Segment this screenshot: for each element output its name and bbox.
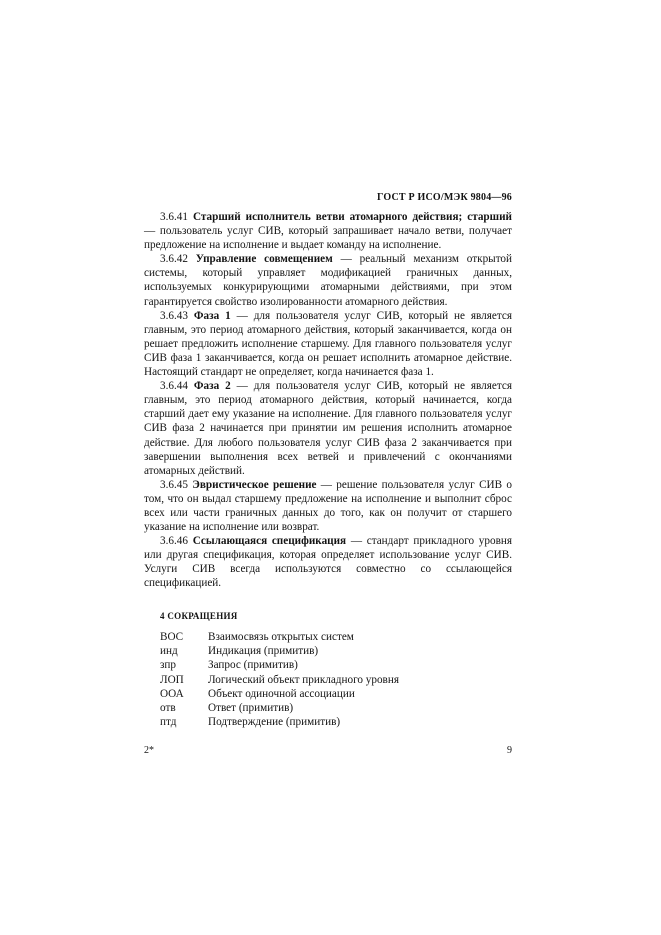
definition-text: — для пользователя услуг СИВ, который не является главным, это период атомарного действия, который заканчивается, когда он решает предложить исполнение старшему. Для главного пользователя услуг СИВ фаза 1 заканчивается, когда он решает исполнить атомарное действие. Настоящий стандарт не определяет, когда начинается фаза 1. — [144, 309, 513, 379]
definition-number: 3.6.45 — [160, 478, 188, 491]
list-item — [160, 687, 512, 701]
abbreviation: инд — [160, 645, 178, 658]
definition-term: Ссылающаяся спецификация — [192, 535, 347, 548]
definitions-block — [144, 210, 512, 591]
list-item — [160, 673, 512, 687]
abbreviation-meaning: Индикация (примитив) — [208, 645, 319, 658]
definition-number: 3.6.46 — [160, 535, 188, 548]
abbreviation-meaning: Ответ (примитив) — [208, 702, 294, 715]
page-number: 9 — [507, 745, 512, 756]
definition-paragraph — [144, 309, 512, 379]
definition-text: — реальный механизм открытой системы, который управляет модификацией граничных данных, используемых конкурирующими атомарными действиями, при этом гарантируется свойство изолированности атомарного действия. — [144, 253, 513, 308]
definition-paragraph — [144, 478, 512, 534]
abbreviation: ВОС — [160, 631, 184, 643]
abbreviation: отв — [160, 702, 176, 715]
abbreviation-meaning: Подтверждение (примитив) — [208, 716, 341, 729]
definition-text: — для пользователя услуг СИВ, который не является главным, это период атомарного действия, который начинается, когда старший дает ему указание на исполнение. Для главного пользователя услуг СИВ фаза 2 начинается при принятии им решения исполнить атомарное действие. Для любого пользователя услуг СИВ фаза 2 заканчивается при завершении выполнения всех ветвей и привлечений с окончаниями атомарных действий. — [144, 380, 513, 477]
definition-term: Эвристическое решение — [192, 478, 317, 491]
definition-paragraph — [144, 534, 512, 590]
standard-code-header: ГОСТ Р ИСО/МЭК 9804—96 — [377, 192, 512, 203]
definition-number: 3.6.41 — [160, 211, 188, 223]
definition-text: — решение пользователя услуг СИВ о том, что он выдал старшему предложение на исполнение и выполнит сброс всех или части граничных данных до того, как он получит от старшего указание на исполнение или возврат. — [144, 478, 512, 534]
definition-number: 3.6.43 — [160, 309, 188, 322]
definition-paragraph — [144, 379, 512, 478]
definition-term: Фаза 2 — [193, 380, 231, 393]
definition-number: 3.6.44 — [160, 380, 188, 393]
definition-term: Управление совмещением — [195, 253, 333, 266]
definition-paragraph — [144, 210, 512, 252]
section-title: 4 СОКРАЩЕНИЯ — [160, 611, 238, 621]
abbreviation-meaning: Взаимосвязь открытых систем — [208, 631, 354, 643]
definition-text: — стандарт прикладного уровня или другая спецификация, которая определяет использование услуг СИВ. Услуги СИВ всегда используются совместно со ссылающейся спецификацией. — [144, 535, 513, 590]
abbreviation-meaning: Объект одиночной ассоциации — [208, 687, 355, 700]
list-item — [160, 715, 512, 729]
list-item — [160, 644, 512, 658]
list-item — [160, 658, 512, 672]
definition-paragraph — [144, 252, 512, 308]
abbreviation-meaning: Запрос (примитив) — [208, 659, 298, 672]
definition-term: Фаза 1 — [193, 309, 231, 322]
abbreviation-meaning: Логический объект прикладного уровня — [208, 673, 399, 686]
abbreviations-list — [160, 630, 512, 729]
definition-term: Старший исполнитель ветви атомарного действия; старший — [192, 211, 512, 223]
abbreviation: зпр — [160, 659, 177, 672]
list-item — [160, 701, 512, 715]
list-item — [160, 630, 512, 644]
abbreviation: ООА — [160, 687, 184, 700]
abbreviation: птд — [160, 716, 177, 729]
definition-number: 3.6.42 — [160, 253, 188, 266]
signature-mark: 2* — [144, 745, 154, 756]
abbreviation: ЛОП — [160, 673, 184, 686]
definition-text: — пользователь услуг СИВ, который запрашивает начало ветви, получает предложение на исполнение и выдает команду на исполнение. — [144, 225, 512, 252]
